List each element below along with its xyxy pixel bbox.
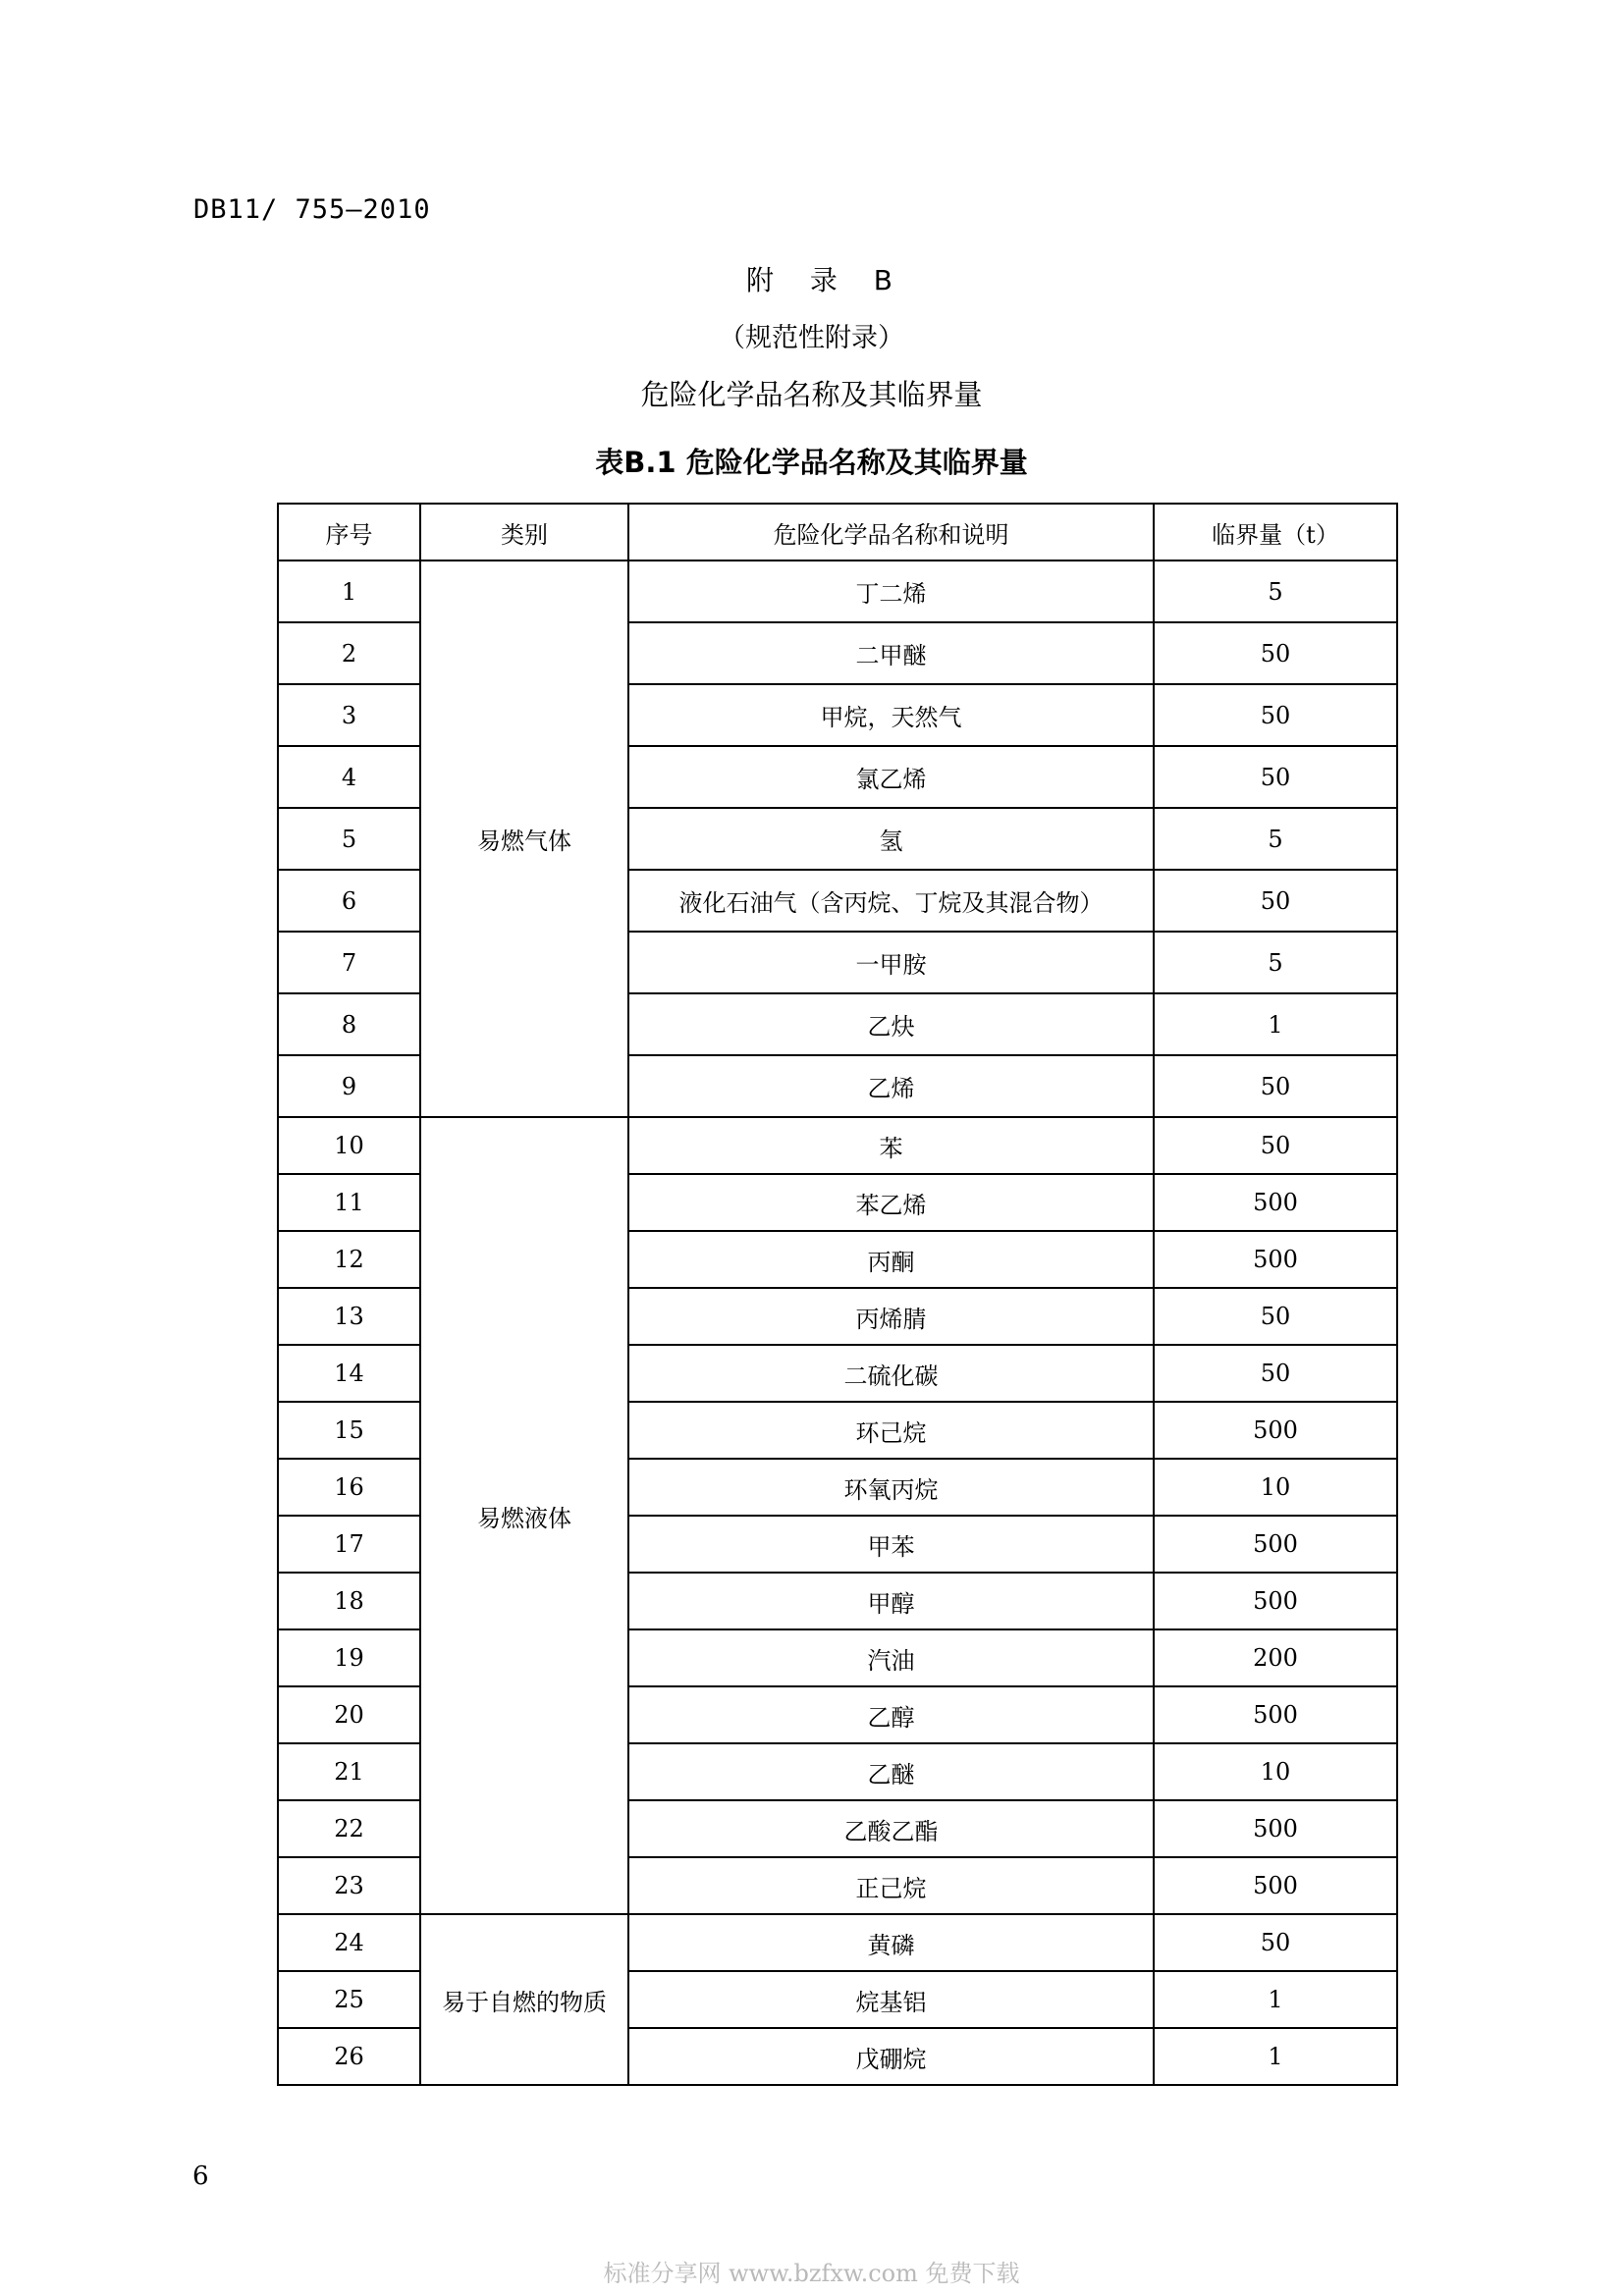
cell-threshold: 50	[1154, 870, 1397, 932]
cell-number: 24	[278, 1914, 420, 1971]
cell-threshold: 5	[1154, 561, 1397, 622]
cell-threshold: 1	[1154, 2028, 1397, 2085]
column-header-category: 类别	[420, 504, 628, 561]
cell-number: 8	[278, 993, 420, 1055]
cell-number: 25	[278, 1971, 420, 2028]
cell-number: 7	[278, 932, 420, 993]
cell-number: 20	[278, 1686, 420, 1743]
appendix-title: 危险化学品名称及其临界量	[640, 378, 983, 411]
cell-chemical-name: 汽油	[628, 1629, 1154, 1686]
chemicals-table	[277, 503, 1398, 2086]
cell-threshold: 5	[1154, 932, 1397, 993]
cell-threshold: 1	[1154, 993, 1397, 1055]
cell-threshold: 1	[1154, 1971, 1397, 2028]
cell-chemical-name: 环己烷	[628, 1402, 1154, 1459]
column-header-number: 序号	[278, 504, 420, 561]
cell-number: 6	[278, 870, 420, 932]
cell-number: 18	[278, 1573, 420, 1629]
cell-chemical-name: 丁二烯	[628, 561, 1154, 622]
cell-number: 19	[278, 1629, 420, 1686]
column-header-name: 危险化学品名称和说明	[628, 504, 1154, 561]
cell-chemical-name: 乙烯	[628, 1055, 1154, 1117]
column-header-threshold: 临界量（t）	[1154, 504, 1397, 561]
cell-chemical-name: 烷基铝	[628, 1971, 1154, 2028]
cell-chemical-name: 二硫化碳	[628, 1345, 1154, 1402]
cell-chemical-name: 甲苯	[628, 1516, 1154, 1573]
cell-category: 易燃液体	[420, 1117, 628, 1914]
cell-chemical-name: 黄磷	[628, 1914, 1154, 1971]
cell-chemical-name: 戊硼烷	[628, 2028, 1154, 2085]
watermark-text: 标准分享网 www.bzfxw.com 免费下载	[603, 2260, 1020, 2287]
table-row	[278, 561, 1397, 622]
cell-threshold: 500	[1154, 1686, 1397, 1743]
cell-threshold: 10	[1154, 1743, 1397, 1800]
cell-chemical-name: 乙炔	[628, 993, 1154, 1055]
cell-chemical-name: 丙烯腈	[628, 1288, 1154, 1345]
cell-number: 15	[278, 1402, 420, 1459]
cell-threshold: 50	[1154, 746, 1397, 808]
cell-category: 易于自燃的物质	[420, 1914, 628, 2085]
table-row	[278, 1117, 1397, 1174]
cell-chemical-name: 苯乙烯	[628, 1174, 1154, 1231]
document-code: DB11/ 755—2010	[193, 194, 431, 225]
cell-threshold: 10	[1154, 1459, 1397, 1516]
cell-number: 16	[278, 1459, 420, 1516]
cell-number: 14	[278, 1345, 420, 1402]
cell-number: 21	[278, 1743, 420, 1800]
table-title: 表B.1 危险化学品名称及其临界量	[595, 446, 1028, 479]
cell-chemical-name: 苯	[628, 1117, 1154, 1174]
cell-threshold: 500	[1154, 1573, 1397, 1629]
cell-threshold: 50	[1154, 1055, 1397, 1117]
cell-threshold: 500	[1154, 1800, 1397, 1857]
appendix-label: 附 录 B	[745, 264, 906, 296]
cell-threshold: 500	[1154, 1857, 1397, 1914]
cell-number: 4	[278, 746, 420, 808]
cell-chemical-name: 甲醇	[628, 1573, 1154, 1629]
cell-number: 26	[278, 2028, 420, 2085]
cell-chemical-name: 丙酮	[628, 1231, 1154, 1288]
cell-number: 1	[278, 561, 420, 622]
cell-number: 10	[278, 1117, 420, 1174]
cell-threshold: 500	[1154, 1402, 1397, 1459]
cell-chemical-name: 氢	[628, 808, 1154, 870]
cell-number: 2	[278, 622, 420, 684]
cell-chemical-name: 正己烷	[628, 1857, 1154, 1914]
cell-number: 3	[278, 684, 420, 746]
cell-threshold: 500	[1154, 1174, 1397, 1231]
table-body	[278, 561, 1397, 2085]
cell-threshold: 500	[1154, 1231, 1397, 1288]
cell-threshold: 500	[1154, 1516, 1397, 1573]
table-row	[278, 1914, 1397, 1971]
cell-threshold: 50	[1154, 1117, 1397, 1174]
cell-threshold: 50	[1154, 1288, 1397, 1345]
cell-threshold: 50	[1154, 622, 1397, 684]
cell-number: 5	[278, 808, 420, 870]
cell-number: 12	[278, 1231, 420, 1288]
cell-chemical-name: 氯乙烯	[628, 746, 1154, 808]
cell-number: 9	[278, 1055, 420, 1117]
cell-chemical-name: 乙醚	[628, 1743, 1154, 1800]
table-header-row	[278, 504, 1397, 561]
cell-number: 23	[278, 1857, 420, 1914]
cell-threshold: 50	[1154, 1914, 1397, 1971]
cell-number: 11	[278, 1174, 420, 1231]
page-number: 6	[192, 2162, 209, 2191]
cell-chemical-name: 环氧丙烷	[628, 1459, 1154, 1516]
cell-threshold: 5	[1154, 808, 1397, 870]
cell-number: 22	[278, 1800, 420, 1857]
cell-threshold: 50	[1154, 684, 1397, 746]
cell-chemical-name: 液化石油气（含丙烷、丁烷及其混合物）	[628, 870, 1154, 932]
cell-chemical-name: 一甲胺	[628, 932, 1154, 993]
cell-number: 17	[278, 1516, 420, 1573]
cell-number: 13	[278, 1288, 420, 1345]
cell-threshold: 200	[1154, 1629, 1397, 1686]
normative-label: （规范性附录）	[719, 323, 904, 353]
cell-category: 易燃气体	[420, 561, 628, 1117]
cell-chemical-name: 乙酸乙酯	[628, 1800, 1154, 1857]
cell-chemical-name: 二甲醚	[628, 622, 1154, 684]
cell-threshold: 50	[1154, 1345, 1397, 1402]
cell-chemical-name: 甲烷，天然气	[628, 684, 1154, 746]
cell-chemical-name: 乙醇	[628, 1686, 1154, 1743]
